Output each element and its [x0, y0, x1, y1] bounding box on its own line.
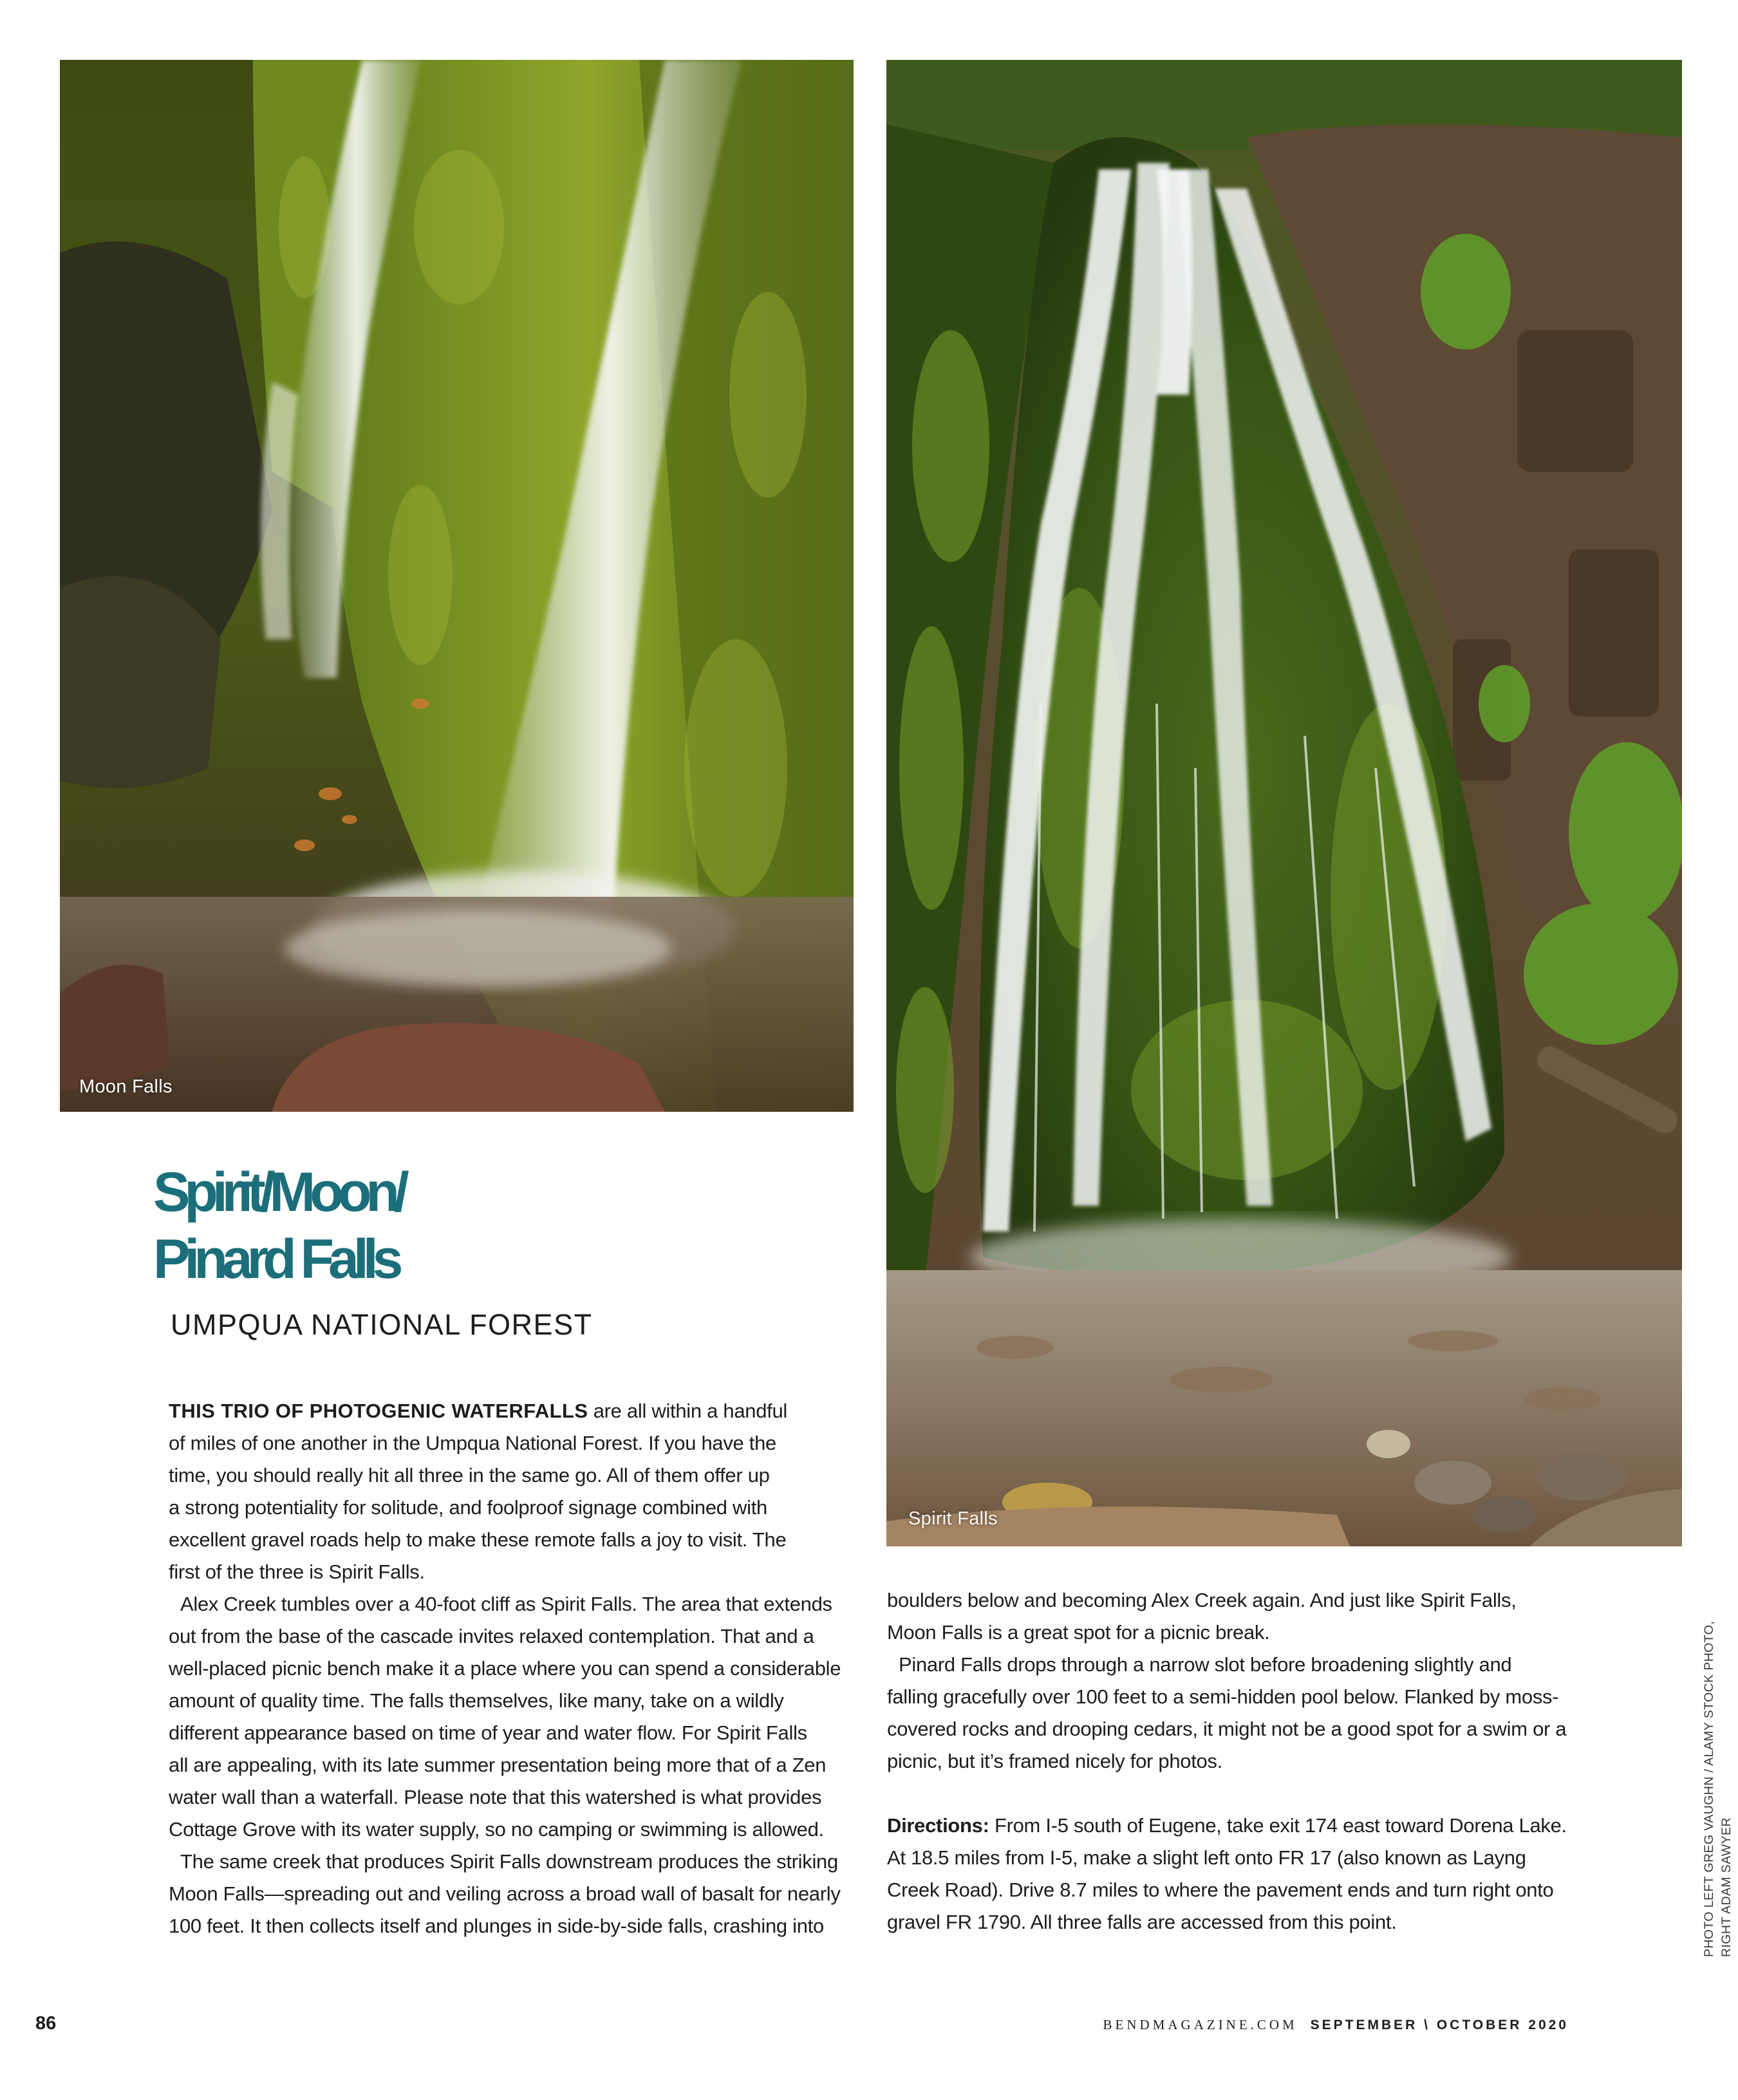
body-line: all are appealing, with its late summer presentation being more that of a Zen: [169, 1754, 827, 1776]
lead-in: THIS TRIO OF PHOTOGENIC WATERFALLS: [169, 1400, 588, 1422]
body-column-right: [887, 1584, 1589, 1938]
body-line: Pinard Falls drops through a narrow slot before broadening slightly and: [899, 1653, 1512, 1676]
body-line: At 18.5 miles from I-5, make a slight left onto FR 17 (also known as Layng: [887, 1846, 1526, 1869]
body-line: boulders below and becoming Alex Creek again. And just like Spirit Falls,: [887, 1589, 1517, 1611]
body-line: 100 feet. It then collects itself and plunges in side-by-side falls, crashing into: [169, 1915, 824, 1937]
body-line: of miles of one another in the Umpqua National Forest. If you have the: [169, 1432, 776, 1454]
body-line: water wall than a waterfall. Please note that this watershed is what provides: [169, 1786, 822, 1808]
article-title: [153, 1159, 404, 1293]
article-subtitle: UMPQUA NATIONAL FOREST: [171, 1308, 593, 1341]
spirit-falls-image: [886, 60, 1682, 1546]
body-line: covered rocks and drooping cedars, it might not be a good spot for a swim or a: [887, 1718, 1567, 1740]
moon-falls-caption: Moon Falls: [79, 1076, 173, 1097]
body-line: THIS TRIO OF PHOTOGENIC WATERFALLS are all within a handful: [169, 1400, 787, 1422]
body-line: picnic, but it’s framed nicely for photos.: [887, 1750, 1222, 1772]
body-column-left: [169, 1395, 841, 1942]
footer-issue-date: SEPTEMBER \ OCTOBER 2020: [1310, 2018, 1569, 2032]
body-line: Moon Falls is a great spot for a picnic break.: [887, 1621, 1270, 1644]
footer-site: BENDMAGAZINE.COM: [1103, 2017, 1298, 2032]
body-line: first of the three is Spirit Falls.: [169, 1561, 425, 1583]
photo-credit-line-2: RIGHT ADAM SAWYER: [1719, 1817, 1733, 1957]
spirit-falls-caption: Spirit Falls: [908, 1508, 998, 1529]
body-line: falling gracefully over 100 feet to a semi-hidden pool below. Flanked by moss-: [887, 1685, 1559, 1708]
page-number: 86: [35, 2013, 57, 2034]
photo-credit: [1701, 1590, 1738, 1957]
spirit-falls-photo: [886, 60, 1682, 1546]
moon-falls-photo: [60, 60, 854, 1112]
body-line: excellent gravel roads help to make these remote falls a joy to visit. The: [169, 1528, 787, 1551]
body-line: gravel FR 1790. All three falls are accessed from this point.: [887, 1911, 1397, 1933]
directions-label: Directions:: [887, 1814, 989, 1837]
directions: [887, 1810, 1589, 1938]
body-line: a strong potentiality for solitude, and foolproof signage combined with: [169, 1496, 767, 1519]
body-line: well-placed picnic bench make it a place where you can spend a considerable: [169, 1657, 841, 1680]
body-line: Moon Falls—spreading out and veiling across a broad wall of basalt for nearly: [169, 1882, 841, 1905]
body-line: time, you should really hit all three in the same go. All of them offer up: [169, 1464, 770, 1486]
body-line: amount of quality time. The falls themselves, like many, take on a wildly: [169, 1689, 784, 1712]
footer-masthead: [1103, 2017, 1569, 2033]
article-title-line-1: Spirit/Moon/: [153, 1161, 404, 1223]
body-line: Alex Creek tumbles over a 40-foot cliff as Spirit Falls. The area that extends: [180, 1593, 832, 1615]
body-line: Cottage Grove with its water supply, so no camping or swimming is allowed.: [169, 1818, 824, 1841]
body-line: different appearance based on time of year and water flow. For Spirit Falls: [169, 1721, 807, 1744]
body-line: Directions: From I-5 south of Eugene, take exit 174 east toward Dorena Lake.: [887, 1814, 1567, 1837]
body-line: The same creek that produces Spirit Falls downstream produces the striking: [180, 1850, 838, 1873]
moon-falls-image: [60, 60, 854, 1112]
photo-credit-line-1: PHOTO LEFT GREG VAUGHN / ALAMY STOCK PHOTO,: [1702, 1620, 1716, 1957]
body-line: Creek Road). Drive 8.7 miles to where the pavement ends and turn right onto: [887, 1879, 1554, 1901]
body-line: out from the base of the cascade invites relaxed contemplation. That and a: [169, 1625, 814, 1647]
article-title-line-2: Pinard Falls: [153, 1228, 398, 1290]
